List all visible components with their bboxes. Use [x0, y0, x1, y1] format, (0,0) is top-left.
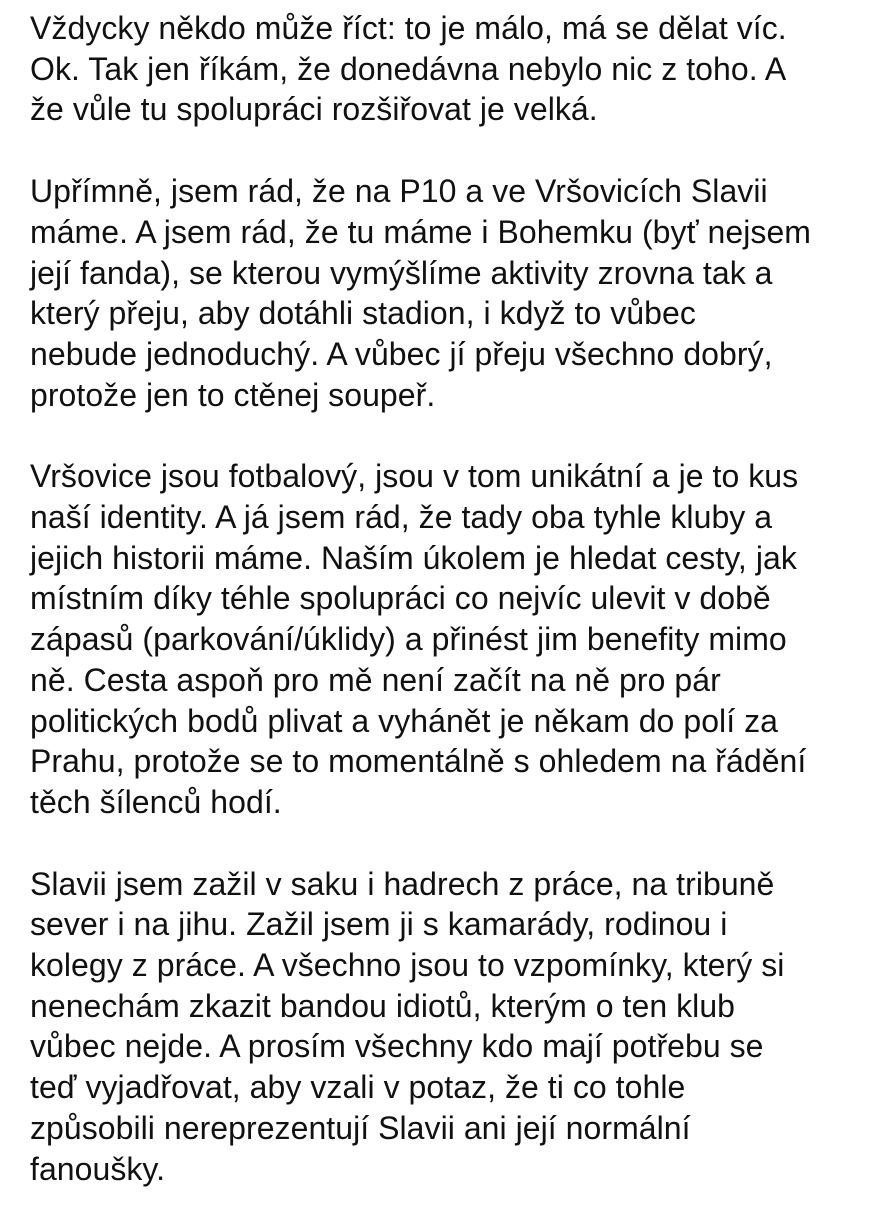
text-line: že vůle tu spolupráci rozšiřovat je velká.: [30, 91, 598, 128]
text-line: nebude jednoduchý. A vůbec jí přeju všechno dobrý,: [30, 335, 773, 372]
text-line: způsobili nereprezentují Slavii ani její normální: [30, 1109, 691, 1146]
text-line: Ok. Tak jen říkám, že donedávna nebylo nic z toho. A: [30, 50, 787, 87]
text-line: vůbec nejde. A prosím všechny kdo mají potřebu se: [30, 1028, 764, 1065]
text-line: jejich historii máme. Naším úkolem je hledat cesty, jak: [30, 539, 797, 576]
text-line: její fanda), se kterou vymýšlíme aktivity zrovna tak a: [30, 254, 773, 291]
text-line: politických bodů plivat a vyhánět je někam do polí za: [30, 702, 778, 739]
text-line: nenechám zkazit bandou idiotů, kterým o ten klub: [30, 987, 736, 1024]
text-line: Upřímně, jsem rád, že na P10 a ve Vršovicích Slavii: [30, 173, 768, 210]
text-line: místním díky téhle spolupráci co nejvíc ulevit v době: [30, 580, 771, 617]
text-line: kolegy z práce. A všechno jsou to vzpomínky, který si: [30, 947, 785, 984]
text-line: protože jen to ctěnej soupeř.: [30, 376, 436, 413]
text-line: Slavii jsem zažil v saku i hadrech z práce, na tribuně: [30, 865, 775, 902]
text-line: ně. Cesta aspoň pro mě není začít na ně pro pár: [30, 661, 721, 698]
text-line: Vždycky někdo může říct: to je málo, má se dělat víc.: [30, 10, 787, 46]
text-line: který přeju, aby dotáhli stadion, i když to vůbec: [30, 295, 696, 332]
post-text: [30, 8, 880, 1230]
paragraph-4: [30, 864, 880, 1190]
paragraph-3: [30, 456, 880, 822]
text-line: máme. A jsem rád, že tu máme i Bohemku (byť nejsem: [30, 213, 812, 250]
text-line: zápasů (parkování/úklidy) a přinést jim benefity mimo: [30, 621, 787, 658]
text-line: fanoušky.: [30, 1150, 166, 1187]
text-line: sever i na jihu. Zažil jsem ji s kamarády, rodinou i: [30, 906, 728, 943]
text-line: těch šílenců hodí.: [30, 783, 282, 820]
text-line: teď vyjadřovat, aby vzali v potaz, že ti co tohle: [30, 1069, 686, 1106]
text-line: Prahu, protože se to momentálně s ohledem na řádění: [30, 743, 807, 780]
paragraph-1: [30, 8, 880, 130]
paragraph-2: [30, 171, 880, 415]
text-line: naší identity. A já jsem rád, že tady oba tyhle kluby a: [30, 499, 773, 536]
text-line: Vršovice jsou fotbalový, jsou v tom unikátní a je to kus: [30, 458, 799, 495]
